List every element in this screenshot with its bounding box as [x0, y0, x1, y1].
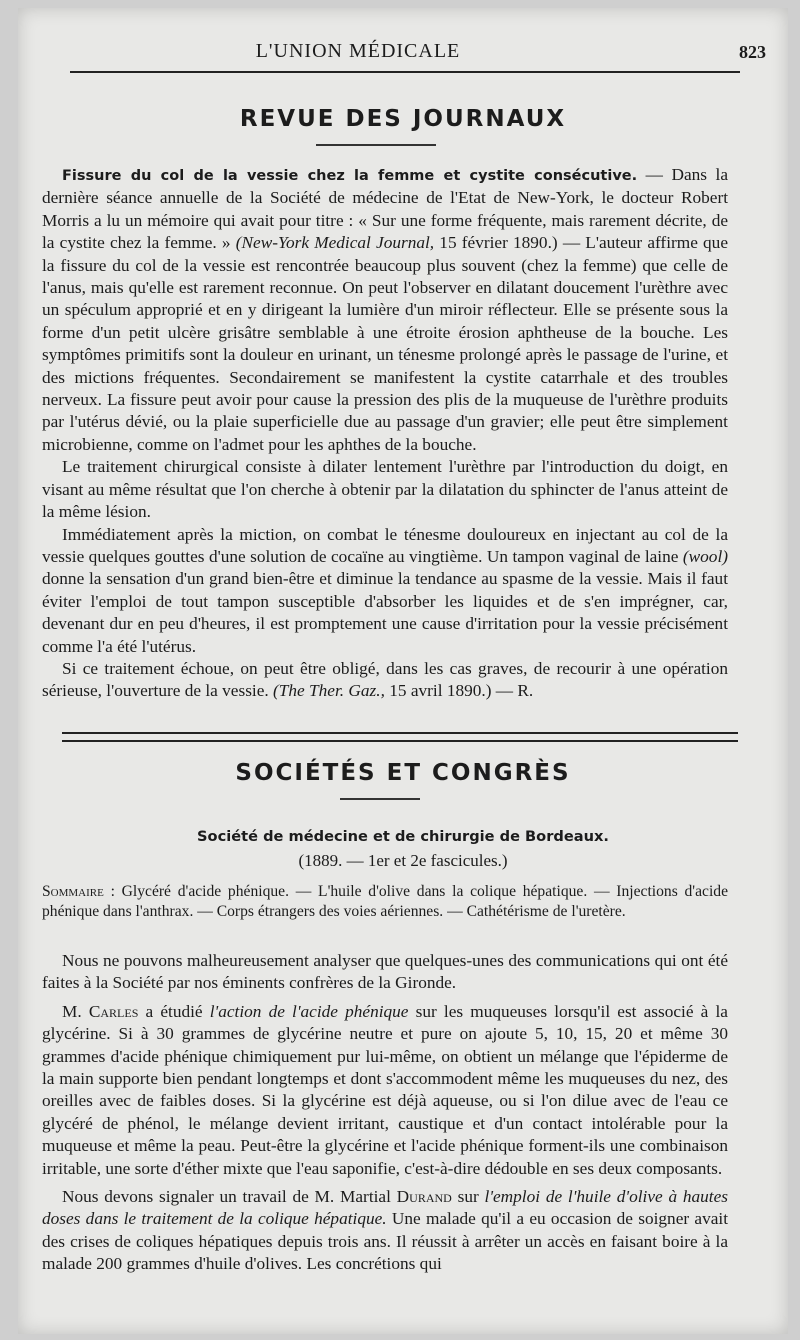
carles-b: a étudié	[138, 1001, 210, 1021]
durand-a: Nous devons signaler un travail de M. Martial	[62, 1187, 397, 1207]
paragraph-4	[42, 658, 728, 703]
p1-citation: (New-York Medical Journal,	[235, 233, 435, 253]
p3-b: donne la sensation d'un grand bien-être et diminue la tendance au spasme de la vessie. Mais il faut éviter l'emploi de tout tampon susceptible d'absorber les liquides et de s'en imprégner, car, devenant dur en peu d'heures, il est promptement une cause d'irritation pour la vessie précisément comme l'a été l'utérus.	[42, 569, 728, 656]
section-title-societes: SOCIÉTÉS ET CONGRÈS	[235, 760, 571, 786]
running-head	[18, 36, 788, 66]
p4-a: Si ce traitement échoue, on peut être obligé, dans les cas graves, de recourir à une opération sérieuse, l'ouverture de la vessie.	[42, 658, 728, 701]
title-underline	[316, 144, 436, 146]
paragraph-3	[42, 524, 728, 658]
p1-cont: 15 février 1890.) — L'auteur affirme que la fissure du col de la vessie est rencontrée beaucoup plus souvent (chez la femme) que celle de l'anus, mais qu'elle est rarement reconnue. On peut l'observer en dilatant doucement l'urèthre avec un spéculum approprié et en y dirigeant la lumière d'un miroir réflecteur. Elle se présente sous la forme d'un petit ulcère grisâtre semblable à une étroite érosion aphtheuse de la bouche. Les symptômes primitifs sont la douleur en urinant, un ténesme prolongé après le passage de l'urine, et des mictions fréquentes. Secondairement se manifestent la cystite catarrhale et des troubles nerveux. La fissure peut avoir pour cause la pression des plis de la muqueuse de l'urèthre produits par l'utérus dévié, ou la plaie superficielle due au passage d'un gravier; elle peut être simplement microbienne, comme on l'admet pour les aphthes de la bouche.	[42, 233, 728, 454]
paragraph-2: Le traitement chirurgical consiste à dilater lentement l'urèthre par l'introduction du doigt, en visant au même résultat que l'on cherche à obtenir par la dilatation du sphincter de l'anus atteint de la même lésion.	[42, 457, 728, 522]
p4-citation: (The Ther. Gaz.,	[273, 681, 385, 701]
durand-paragraph	[42, 1186, 728, 1276]
carles-name: Carles	[88, 1001, 139, 1021]
intro-paragraph: Nous ne pouvons malheureusement analyser que quelques-unes des communications qui ont été faites à la Société par nos éminents confrères de la Gironde.	[42, 951, 728, 993]
p3-wool: (wool)	[682, 546, 728, 566]
header-rule	[70, 71, 740, 73]
carles-topic: l'action de l'acide phénique	[209, 1001, 409, 1021]
section-title-revue: REVUE DES JOURNAUX	[239, 106, 567, 132]
society-title: Société de médecine et de chirurgie de Bordeaux.	[197, 828, 609, 845]
article-lead: Fissure du col de la vessie chez la femme et cystite consécutive.	[62, 168, 638, 184]
durand-c: Une malade qu'il a eu occasion de soigner avait des crises de coliques hépatiques depuis trois ans. Il réussit à arrêter un accès en faisant boire à la malade 200 grammes d'huile d'olives. Les concrétions qui	[42, 1209, 728, 1274]
journal-title: L'UNION MÉDICALE	[255, 40, 461, 62]
durand-name: Durand	[396, 1187, 452, 1207]
societes-body	[42, 950, 728, 1276]
summary	[42, 882, 728, 922]
summary-text: : Glycéré d'acide phénique. — L'huile d'olive dans la colique hépatique. — Injections d'acide phénique dans l'anthrax. — Corps étrangers des voies aériennes. — Cathétérisme de l'uretère.	[42, 883, 728, 920]
carles-paragraph	[42, 1001, 728, 1180]
article-revue	[42, 164, 728, 703]
durand-b: sur	[451, 1187, 485, 1207]
p3-a: Immédiatement après la miction, on combat le ténesme douloureux en injectant au col de la vessie quelques gouttes d'une solution de cocaïne au vingtième. Un tampon vaginal de laine	[42, 524, 728, 566]
paragraph-1	[42, 164, 728, 456]
book-page	[18, 8, 788, 1334]
fascicles: (1889. — 1er et 2e fascicules.)	[298, 851, 508, 870]
section-divider	[62, 732, 738, 742]
durand-topic: l'emploi de l'huile d'olive à hautes doses dans le traitement de la colique hépatique.	[42, 1187, 728, 1229]
p4-b: 15 avril 1890.) — R.	[384, 681, 534, 701]
carles-c: sur les muqueuses lorsqu'il est associé à la glycérine. Si à 30 grammes de glycérine neutre et pure on ajoute 5, 10, 15, 20 et même 30 grammes d'acide phénique chimiquement pur lui-même, on obtient un mélange que l'épiderme de la main supporte bien pendant longtemps et dont s'accommodent même les muqueuses du nez, des oreilles avec de faibles doses. Si la glycérine est déjà aqueuse, ou si l'on dilue avec de l'eau ce glycéré de phénol, le mélange devient irritant, caustique et d'un contact intolérable pour la muqueuse et même la peau. Peut-être la glycérine et l'acide phénique forment-ils une combinaison irritable, une sorte d'éther mixte que l'eau saponifie, c'est-à-dire dédouble en ses deux composants.	[42, 1001, 728, 1178]
carles-a: M.	[62, 1001, 89, 1021]
page-number: 823	[739, 42, 766, 62]
summary-label: Sommaire	[42, 883, 104, 900]
p1-rest: — Dans la dernière séance annuelle de la Société de médecine de l'Etat de New-York, le docteur Robert Morris a lu un mémoire qui avait pour titre : « Sur une forme fréquente, mais rarement décrite, de la cystite chez la femme. »	[42, 165, 729, 253]
title-underline-2	[340, 798, 420, 800]
